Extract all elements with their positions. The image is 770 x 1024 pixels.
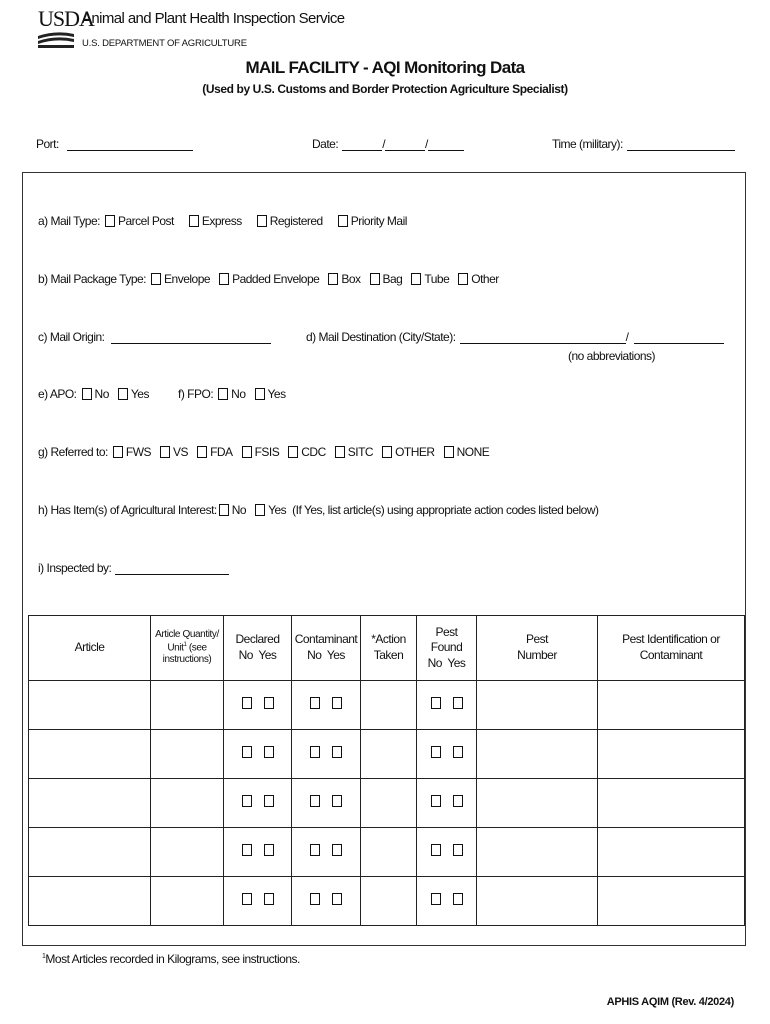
- declared-yes-checkbox[interactable]: [264, 844, 274, 856]
- action-taken-cell[interactable]: [361, 877, 417, 926]
- referred-label: g) Referred to:: [38, 445, 108, 459]
- mail-type-row: [38, 214, 411, 228]
- option-label: CDC: [301, 445, 326, 459]
- pest-found-no-checkbox[interactable]: [431, 844, 441, 856]
- no-abbreviations-note: (no abbreviations): [568, 349, 656, 363]
- checkbox-apo-no[interactable]: [82, 388, 92, 400]
- declared-cell: [224, 779, 292, 828]
- declared-yes-checkbox[interactable]: [264, 697, 274, 709]
- agency-name: Animal and Plant Health Inspection Service: [82, 10, 345, 27]
- time-line[interactable]: [627, 138, 735, 151]
- inspected-by-field[interactable]: [38, 561, 229, 575]
- mail-destination-label: d) Mail Destination (City/State):: [306, 330, 456, 344]
- usda-logo-text: USDA: [38, 6, 94, 31]
- pest-found-cell: [417, 730, 477, 779]
- pest-identification-cell[interactable]: [598, 877, 745, 926]
- declared-no-checkbox[interactable]: [242, 697, 252, 709]
- port-line[interactable]: [67, 138, 193, 151]
- contaminant-no-checkbox[interactable]: [310, 893, 320, 905]
- header-article: Article: [29, 616, 151, 681]
- ag-interest-label: h) Has Item(s) of Agricultural Interest:: [38, 503, 217, 517]
- declared-yes-checkbox[interactable]: [264, 795, 274, 807]
- contaminant-yes-checkbox[interactable]: [332, 746, 342, 758]
- inspected-by-line[interactable]: [115, 562, 229, 575]
- pest-number-cell[interactable]: [477, 779, 598, 828]
- mail-destination-field[interactable]: [306, 330, 724, 344]
- contaminant-cell: [292, 877, 361, 926]
- pest-identification-cell[interactable]: [598, 730, 745, 779]
- time-field[interactable]: [552, 137, 735, 151]
- checkbox-fpo-yes[interactable]: [255, 388, 265, 400]
- fpo-row: [178, 387, 290, 401]
- pest-number-cell[interactable]: [477, 681, 598, 730]
- quantity-cell[interactable]: [151, 828, 224, 877]
- option-label: Tube: [424, 272, 450, 286]
- checkbox-fsis[interactable]: [242, 446, 252, 458]
- option-label: SITC: [347, 445, 374, 459]
- declared-yes-checkbox[interactable]: [264, 893, 274, 905]
- package-type-label: b) Mail Package Type:: [38, 272, 147, 286]
- pest-found-yes-checkbox[interactable]: [453, 893, 463, 905]
- header-pest-number: Pest Number: [477, 616, 598, 681]
- checkbox-fws[interactable]: [113, 446, 123, 458]
- apo-row: [38, 387, 153, 401]
- contaminant-cell: [292, 828, 361, 877]
- pest-found-no-checkbox[interactable]: [431, 795, 441, 807]
- option-label: Envelope: [164, 272, 211, 286]
- apo-label: e) APO:: [38, 387, 77, 401]
- pest-found-no-checkbox[interactable]: [431, 893, 441, 905]
- option-label: Priority Mail: [350, 214, 407, 228]
- option-label: Yes: [268, 503, 287, 517]
- destination-state-line[interactable]: [634, 331, 724, 344]
- header-action-taken: *Action Taken: [361, 616, 417, 681]
- department-name: U.S. DEPARTMENT OF AGRICULTURE: [82, 38, 247, 49]
- pest-found-yes-checkbox[interactable]: [453, 746, 463, 758]
- contaminant-cell: [292, 730, 361, 779]
- form-number: APHIS AQIM (Rev. 4/2024): [606, 996, 734, 1008]
- pest-found-cell: [417, 828, 477, 877]
- date-month-line[interactable]: [342, 138, 382, 151]
- checkbox-fda[interactable]: [197, 446, 207, 458]
- contaminant-yes-checkbox[interactable]: [332, 697, 342, 709]
- mail-origin-line[interactable]: [111, 331, 271, 344]
- footnote: $^1$Most Articles recorded in Kilograms, see instructions.: [42, 952, 300, 966]
- header-pest-identification: Pest Identification or Contaminant: [598, 616, 745, 681]
- table-row: [29, 779, 745, 828]
- checkbox-box[interactable]: [328, 273, 338, 285]
- checkbox-fpo-no[interactable]: [218, 388, 228, 400]
- pest-found-cell: [417, 877, 477, 926]
- contaminant-cell: [292, 779, 361, 828]
- article-cell[interactable]: [29, 730, 151, 779]
- checkbox-bag[interactable]: [370, 273, 380, 285]
- option-label: Yes: [267, 387, 286, 401]
- header-contaminant: Contaminant No Yes: [292, 616, 361, 681]
- option-label: Padded Envelope: [232, 272, 320, 286]
- declared-yes-checkbox[interactable]: [264, 746, 274, 758]
- pest-found-yes-checkbox[interactable]: [453, 795, 463, 807]
- time-label: Time (military):: [552, 137, 623, 151]
- checkbox-none[interactable]: [444, 446, 454, 458]
- articles-table: [28, 615, 745, 926]
- page-subtitle: (Used by U.S. Customs and Border Protection Agriculture Specialist): [202, 82, 568, 96]
- table-row: [29, 730, 745, 779]
- destination-city-line[interactable]: [460, 331, 626, 344]
- table-row: [29, 828, 745, 877]
- quantity-cell[interactable]: [151, 730, 224, 779]
- option-label: Express: [201, 214, 242, 228]
- declared-cell: [224, 681, 292, 730]
- option-label: No: [94, 387, 109, 401]
- checkbox-registered[interactable]: [257, 215, 267, 227]
- declared-no-checkbox[interactable]: [242, 746, 252, 758]
- header-declared: Declared No Yes: [224, 616, 292, 681]
- contaminant-no-checkbox[interactable]: [310, 746, 320, 758]
- header-pest-found: Pest Found No Yes: [417, 616, 477, 681]
- declared-cell: [224, 828, 292, 877]
- checkbox-apo-yes[interactable]: [118, 388, 128, 400]
- contaminant-cell: [292, 681, 361, 730]
- mail-origin-field[interactable]: [38, 330, 271, 344]
- quantity-cell[interactable]: [151, 681, 224, 730]
- option-label: No: [231, 387, 246, 401]
- article-cell[interactable]: [29, 681, 151, 730]
- pest-found-cell: [417, 779, 477, 828]
- fpo-label: f) FPO:: [178, 387, 214, 401]
- option-label: Parcel Post: [117, 214, 174, 228]
- action-taken-cell[interactable]: [361, 681, 417, 730]
- article-cell[interactable]: [29, 877, 151, 926]
- pest-found-no-checkbox[interactable]: [431, 746, 441, 758]
- contaminant-yes-checkbox[interactable]: [332, 844, 342, 856]
- referred-row: [38, 445, 493, 459]
- date-label: Date:: [312, 137, 339, 151]
- date-day-line[interactable]: [385, 138, 425, 151]
- action-taken-cell[interactable]: [361, 779, 417, 828]
- action-taken-cell[interactable]: [361, 730, 417, 779]
- article-cell[interactable]: [29, 828, 151, 877]
- option-label: Yes: [130, 387, 149, 401]
- table-row: [29, 877, 745, 926]
- pest-found-yes-checkbox[interactable]: [453, 697, 463, 709]
- checkbox-parcel-post[interactable]: [105, 215, 115, 227]
- option-label: FWS: [125, 445, 152, 459]
- pest-number-cell[interactable]: [477, 828, 598, 877]
- pest-found-no-checkbox[interactable]: [431, 697, 441, 709]
- checkbox-priority-mail[interactable]: [338, 215, 348, 227]
- contaminant-yes-checkbox[interactable]: [332, 893, 342, 905]
- declared-no-checkbox[interactable]: [242, 893, 252, 905]
- option-label: OTHER: [395, 445, 435, 459]
- option-label: Box: [341, 272, 361, 286]
- option-label: No: [231, 503, 247, 517]
- option-label: FSIS: [254, 445, 280, 459]
- usda-logo-icon: [38, 30, 74, 48]
- checkbox-envelope[interactable]: [151, 273, 161, 285]
- ag-interest-note: (If Yes, list article(s) using appropriate action codes listed below): [292, 503, 599, 517]
- pest-identification-cell[interactable]: [598, 779, 745, 828]
- mail-type-label: a) Mail Type:: [38, 214, 100, 228]
- date-sep-2: /: [425, 137, 428, 151]
- header-quantity: Article Quantity/ Unit$^1$ (see instructions): [151, 616, 224, 681]
- table-header-row: [29, 616, 745, 681]
- port-label: Port:: [36, 137, 59, 151]
- checkbox-other-agency[interactable]: [382, 446, 392, 458]
- contaminant-no-checkbox[interactable]: [310, 795, 320, 807]
- checkbox-cdc[interactable]: [288, 446, 298, 458]
- article-cell[interactable]: [29, 779, 151, 828]
- page-title: MAIL FACILITY - AQI Monitoring Data: [245, 58, 525, 77]
- contaminant-no-checkbox[interactable]: [310, 844, 320, 856]
- ag-interest-row: [38, 503, 599, 517]
- pest-identification-cell[interactable]: [598, 828, 745, 877]
- pest-found-cell: [417, 681, 477, 730]
- checkbox-vs[interactable]: [160, 446, 170, 458]
- option-label: FDA: [210, 445, 233, 459]
- destination-note: [568, 349, 655, 363]
- checkbox-sitc[interactable]: [335, 446, 345, 458]
- declared-no-checkbox[interactable]: [242, 844, 252, 856]
- option-label: Bag: [382, 272, 403, 286]
- mail-origin-label: c) Mail Origin:: [38, 330, 105, 344]
- option-label: Registered: [269, 214, 323, 228]
- pest-number-cell[interactable]: [477, 877, 598, 926]
- date-sep-1: /: [382, 137, 386, 151]
- inspected-by-label: i) Inspected by:: [38, 561, 112, 575]
- checkbox-padded-envelope[interactable]: [219, 273, 229, 285]
- checkbox-tube[interactable]: [411, 273, 421, 285]
- date-year-line[interactable]: [428, 138, 464, 151]
- pest-identification-cell[interactable]: [598, 681, 745, 730]
- checkbox-express[interactable]: [189, 215, 199, 227]
- quantity-cell[interactable]: [151, 877, 224, 926]
- option-label: VS: [173, 445, 189, 459]
- package-type-row: [38, 272, 503, 286]
- declared-cell: [224, 877, 292, 926]
- port-field[interactable]: [36, 137, 193, 151]
- option-label: Other: [471, 272, 499, 286]
- option-label: NONE: [456, 445, 490, 459]
- quantity-cell[interactable]: [151, 779, 224, 828]
- declared-cell: [224, 730, 292, 779]
- checkbox-other[interactable]: [458, 273, 468, 285]
- checkbox-ag-yes[interactable]: [255, 504, 265, 516]
- table-row: [29, 681, 745, 730]
- pest-number-cell[interactable]: [477, 730, 598, 779]
- destination-sep: /: [625, 330, 629, 344]
- date-field[interactable]: [312, 137, 464, 151]
- contaminant-no-checkbox[interactable]: [310, 697, 320, 709]
- declared-no-checkbox[interactable]: [242, 795, 252, 807]
- action-taken-cell[interactable]: [361, 828, 417, 877]
- checkbox-ag-no[interactable]: [219, 504, 229, 516]
- pest-found-yes-checkbox[interactable]: [453, 844, 463, 856]
- contaminant-yes-checkbox[interactable]: [332, 795, 342, 807]
